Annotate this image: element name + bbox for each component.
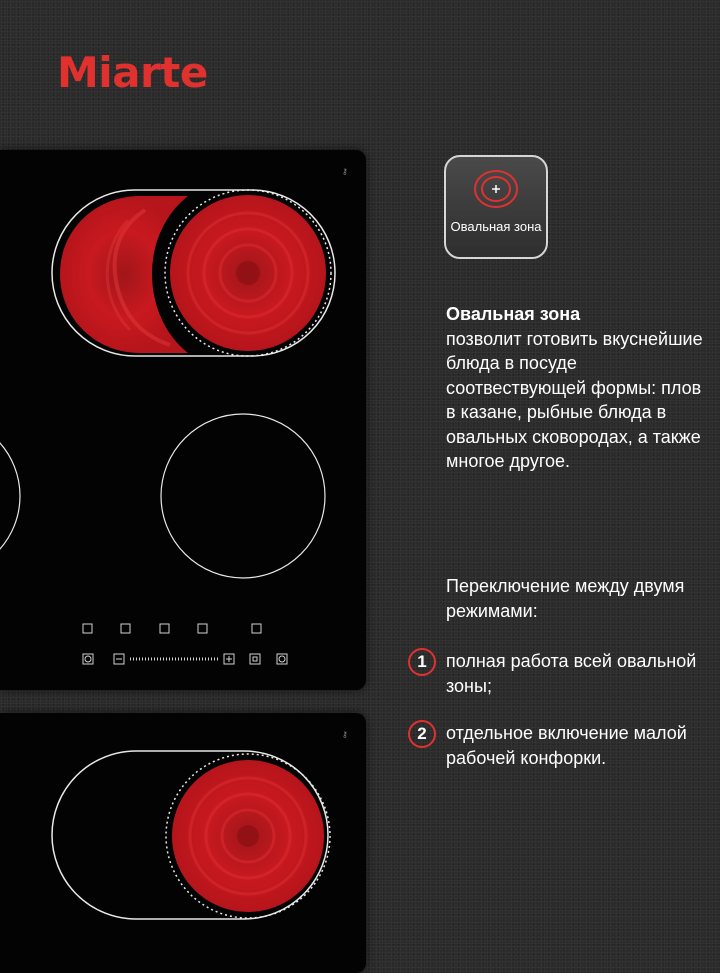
cooktop-illustration — [0, 150, 366, 690]
mode-number-badge: 2 — [408, 720, 436, 748]
control-panel — [83, 654, 287, 664]
lock-mark-icon: ⚷ — [342, 167, 348, 176]
oval-zone-badge — [444, 155, 548, 259]
rear-right-burner — [161, 414, 325, 578]
left-burner-partial — [0, 416, 20, 576]
cooktop-image-small-burner — [0, 713, 366, 973]
burner-indicators — [83, 624, 261, 633]
badge-label: Овальная зона — [450, 219, 542, 234]
oval-zone-heating — [60, 196, 188, 353]
cooktop-illustration-2 — [0, 713, 366, 973]
cooktop-image-full-zone — [0, 150, 366, 690]
description-title: Овальная зона — [446, 304, 581, 324]
timer-icon — [252, 624, 261, 633]
mode-text: отдельное включение малой рабочей конфорки. — [446, 723, 687, 768]
modes-intro: Переключение между двумя режимами: — [446, 576, 685, 621]
mode-number-badge: 1 — [408, 648, 436, 676]
child-lock-icon — [250, 654, 260, 664]
description — [446, 302, 706, 474]
description-body: позволит готовить вкуснейшие блюда в посуде соотвествующей формы: плов в казане, рыбные блюда в овальных сковородах, а также многое другое. — [446, 328, 703, 471]
mode-text: полная работа всей овальной зоны; — [446, 651, 697, 696]
lock-mark-icon-2: ⚷ — [342, 730, 348, 739]
brand-logo: Miarte — [57, 48, 208, 97]
oval-zone-icon — [471, 167, 521, 217]
